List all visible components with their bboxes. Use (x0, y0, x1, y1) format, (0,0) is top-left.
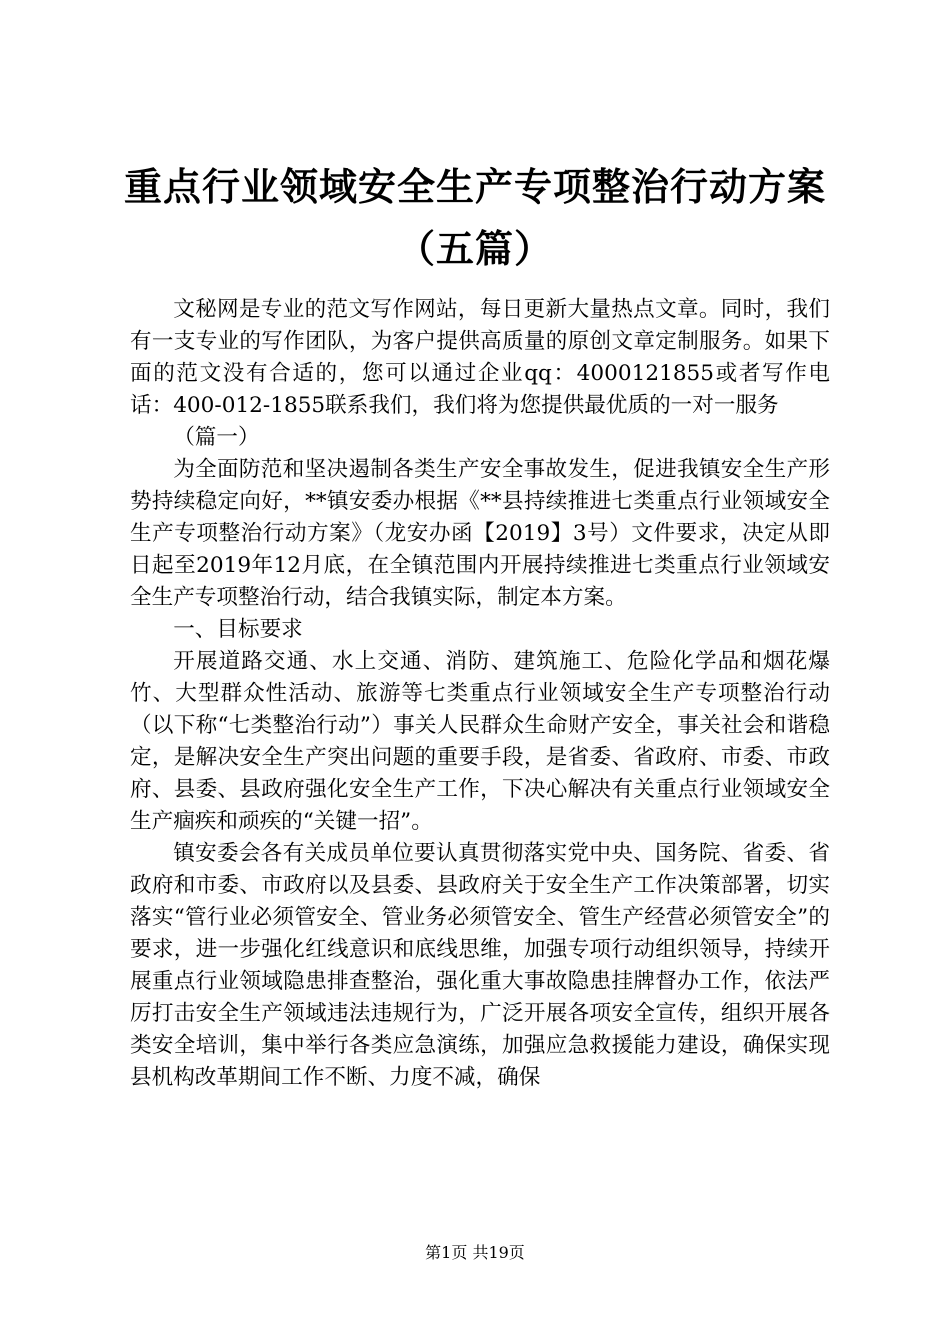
section-label: （篇一） (173, 425, 260, 450)
body-paragraph: 为全面防范和坚决遏制各类生产安全事故发生，促进我镇安全生产形势持续稳定向好，**镇安委办根据《**县持续推进七类重点行业领域安全生产专项整治行动方案》（龙安办函【2019】3号）文件要求，决定从即日起至2019年12月底，在全镇范围内开展持续推进七类重点行业领域安全生产专项整治行动，结合我镇实际，制定本方案。 (130, 457, 830, 610)
intro-paragraph: 文秘网是专业的范文写作网站，每日更新大量热点文章。同时，我们有一支专业的写作团队，为客户提供高质量的原创文章定制服务。如果下面的范文没有合适的，您可以通过企业qq：4000121855或者写作电话：400-012-1855联系我们，我们将为您提供最优质的一对一服务 (130, 297, 830, 418)
document-title: 重点行业领域安全生产专项整治行动方案（五篇） (123, 164, 826, 271)
document-body (130, 294, 830, 1094)
section-heading: 一、目标要求 (173, 617, 303, 642)
body-paragraph: 镇安委会各有关成员单位要认真贯彻落实党中央、国务院、省委、省政府和市委、市政府以及县委、县政府关于安全生产工作决策部署，切实落实“管行业必须管安全、管业务必须管安全、管生产经营必须管安全”的要求，进一步强化红线意识和底线思维，加强专项行动组织领导，持续开展重点行业领域隐患排查整治，强化重大事故隐患挂牌督办工作，依法严厉打击安全生产领域违法违规行为，广泛开展各项安全宣传，组织开展各类安全培训，集中举行各类应急演练，加强应急救援能力建设，确保实现县机构改革期间工作不断、力度不减，确保 (130, 841, 830, 1090)
body-paragraph: 开展道路交通、水上交通、消防、建筑施工、危险化学品和烟花爆竹、大型群众性活动、旅游等七类重点行业领域安全生产专项整治行动（以下称“七类整治行动”）事关人民群众生命财产安全，事关社会和谐稳定，是解决安全生产突出问题的重要手段，是省委、省政府、市委、市政府、县委、县政府强化安全生产工作，下决心解决有关重点行业领域安全生产痼疾和顽疾的“关键一招”。 (130, 649, 830, 834)
page-number: 第1页 共19页 (425, 1243, 525, 1262)
